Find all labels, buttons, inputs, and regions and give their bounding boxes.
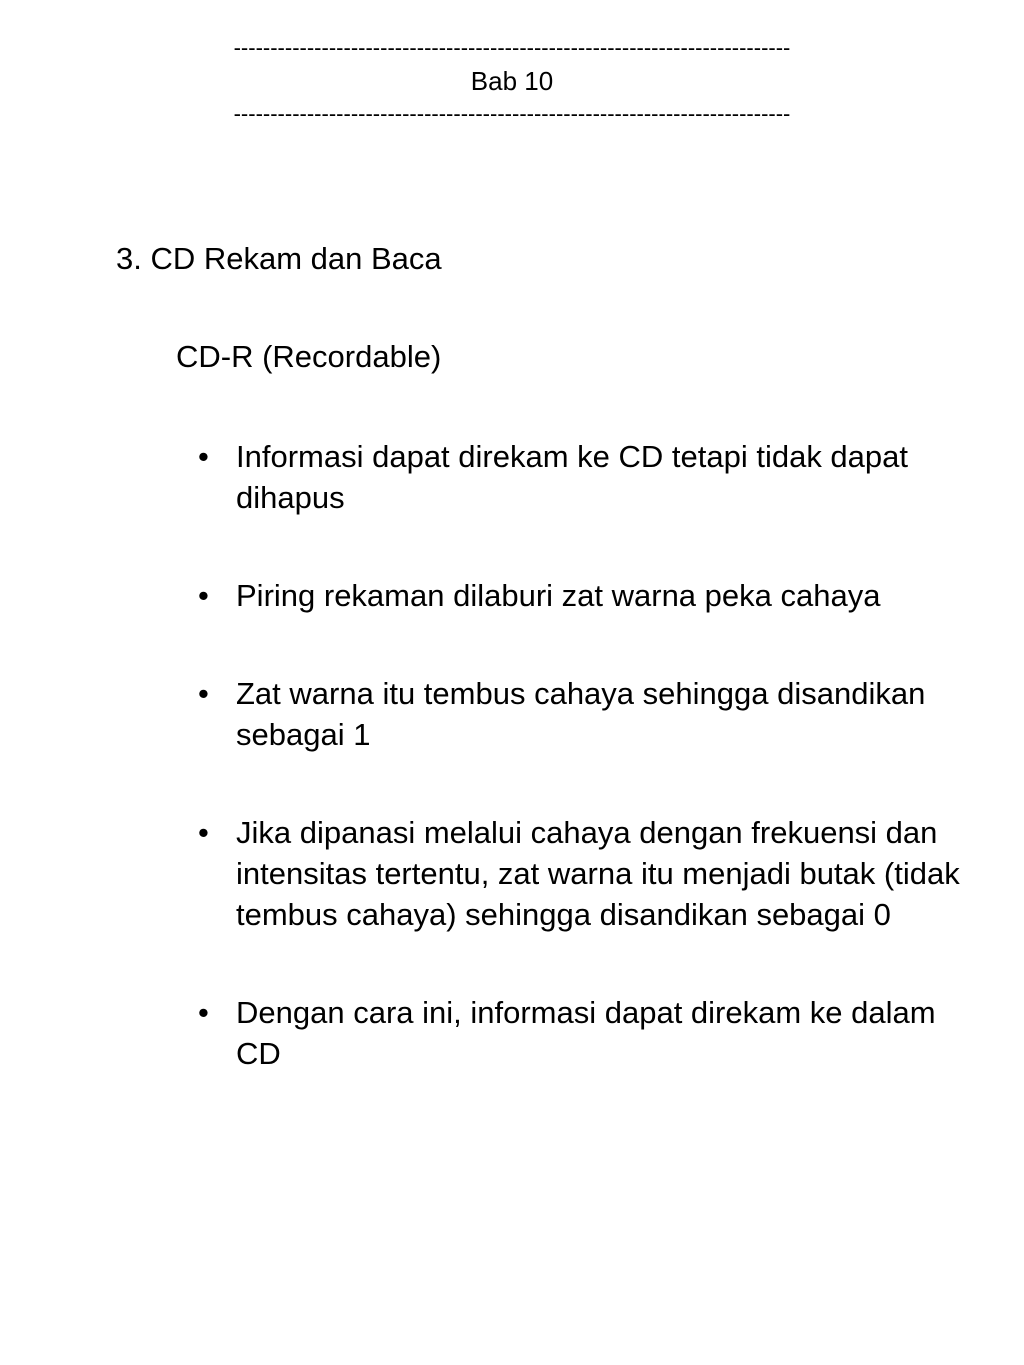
bullet-icon: • [198, 676, 209, 711]
bullet-text: Informasi dapat direkam ke CD tetapi tidak dapat dihapus [236, 439, 909, 515]
list-item [198, 812, 968, 935]
bullet-list [198, 436, 968, 1131]
chapter-label: Bab 10 [470, 66, 554, 96]
list-item [198, 673, 968, 755]
bullet-text: Dengan cara ini, informasi dapat direkam ke dalam CD [236, 995, 936, 1071]
section-heading: 3. CD Rekam dan Baca [116, 241, 442, 276]
list-item [198, 575, 968, 616]
bullet-text: Jika dipanasi melalui cahaya dengan frekuensi dan intensitas tertentu, zat warna itu menjadi butak (tidak tembus cahaya) sehingga disandikan sebagai 0 [236, 815, 960, 932]
header-top-rule: ---------------------------------------------------------------------------- [233, 35, 791, 60]
bullet-text: Piring rekaman dilaburi zat warna peka cahaya [236, 578, 881, 613]
sub-heading: CD-R (Recordable) [176, 339, 442, 374]
bullet-icon: • [198, 995, 209, 1030]
bullet-icon: • [198, 439, 209, 474]
page-header [0, 34, 1024, 128]
bullet-icon: • [198, 578, 209, 613]
header-bottom-rule: ---------------------------------------------------------------------------- [233, 101, 791, 126]
bullet-icon: • [198, 815, 209, 850]
bullet-text: Zat warna itu tembus cahaya sehingga disandikan sebagai 1 [236, 676, 926, 752]
list-item [198, 992, 968, 1074]
list-item [198, 436, 968, 518]
